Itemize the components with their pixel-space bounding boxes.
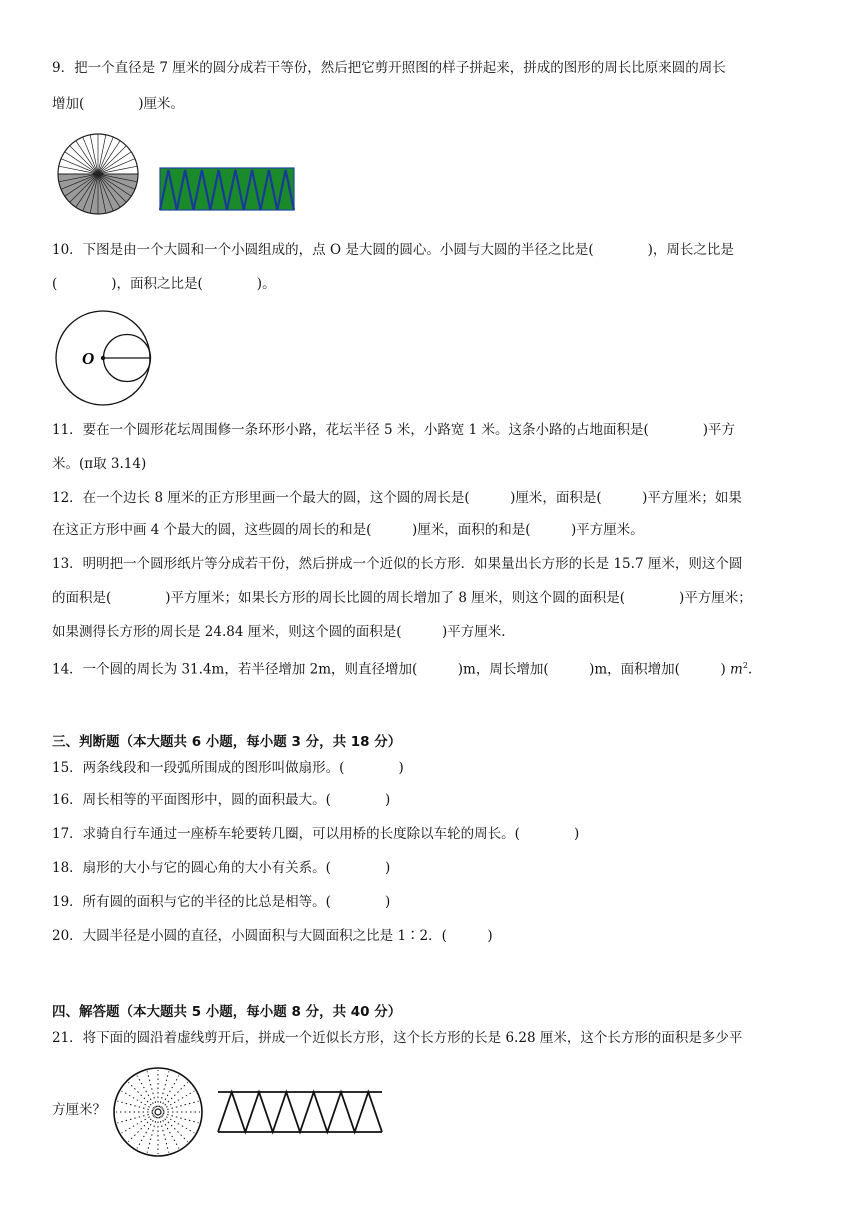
unit-m: m (730, 661, 743, 678)
question-12-line-1: 12．在一个边长 8 厘米的正方形里画一个最大的圆，这个圆的周长是( )厘米，面积是( )平方厘米；如果 (52, 490, 742, 506)
question-13-line-3: 如果测得长方形的周长是 24.84 厘米，则这个圆的面积是( )平方厘米. (52, 624, 506, 640)
question-21-line-2: 方厘米？ (52, 1102, 106, 1118)
question-20: 20．大圆半径是小圆的直径，小圆面积与大圆面积之比是 1∶2．( ) (52, 928, 493, 944)
question-11-line-1: 11．要在一个圆形花坛周围修一条环形小路，花坛半径 5 米，小路宽 1 米。这条小路的占地面积是( )平方 (52, 422, 736, 438)
section-4-heading: 四、解答题（本大题共 5 小题，每小题 8 分，共 40 分） (52, 1004, 402, 1020)
dashed-circle-figure (112, 1066, 204, 1158)
question-10-line-2: ( )，面积之比是( )。 (52, 276, 276, 292)
question-15: 15．两条线段和一段弧所围成的图形叫做扇形。( ) (52, 760, 404, 776)
question-9-line-1: 9．把一个直径是 7 厘米的圆分成若干等份，然后把它剪开照图的样子拼起来，拼成的图形的周长比原来圆的周长 (52, 60, 726, 76)
section-3-heading: 三、判断题（本大题共 6 小题，每小题 3 分，共 18 分） (52, 734, 402, 750)
rearranged-rectangle-figure (158, 166, 296, 212)
question-9-line-2: 增加( )厘米。 (52, 96, 185, 112)
unit-superscript: 2 (742, 661, 748, 670)
two-circles-figure (52, 310, 158, 406)
question-13-line-2: 的面积是( )平方厘米；如果长方形的周长比圆的周长增加了 8 厘米，则这个圆的面积是( )平方厘米； (52, 590, 752, 606)
question-17: 17．求骑自行车通过一座桥车轮要转几圈，可以用桥的长度除以车轮的周长。( ) (52, 826, 580, 842)
approx-rectangle-figure (214, 1086, 386, 1138)
question-14-text: 14．一个圆的周长为 31.4m，若半径增加 2m，则直径增加( )m，周长增加( )m，面积增加( ) (52, 661, 726, 678)
question-12-line-2: 在这正方形中画 4 个最大的圆，这些圆的周长的和是( )厘米，面积的和是( )平方厘米。 (52, 522, 644, 538)
question-19: 19．所有圆的面积与它的半径的比总是相等。( ) (52, 894, 391, 910)
question-13-line-1: 13．明明把一个圆形纸片等分成若干份，然后拼成一个近似的长方形．如果量出长方形的长是 15.7 厘米，则这个圆 (52, 556, 743, 572)
question-21-line-1: 21．将下面的圆沿着虚线剪开后，拼成一个近似长方形，这个长方形的长是 6.28 厘米，这个长方形的面积是多少平 (52, 1030, 743, 1046)
question-14-end: . (747, 661, 753, 678)
question-10-line-1: 10．下图是由一个大圆和一个小圆组成的，点 O 是大圆的圆心。小圆与大圆的半径之比是( )，周长之比是 (52, 242, 734, 258)
divided-circle-figure (56, 132, 140, 216)
question-11-line-2: 米。(π取 3.14) (52, 456, 147, 472)
center-o-label: O (82, 349, 95, 368)
question-14 (52, 656, 752, 680)
question-16: 16．周长相等的平面图形中，圆的面积最大。( ) (52, 792, 391, 808)
question-18: 18．扇形的大小与它的圆心角的大小有关系。( ) (52, 860, 391, 876)
